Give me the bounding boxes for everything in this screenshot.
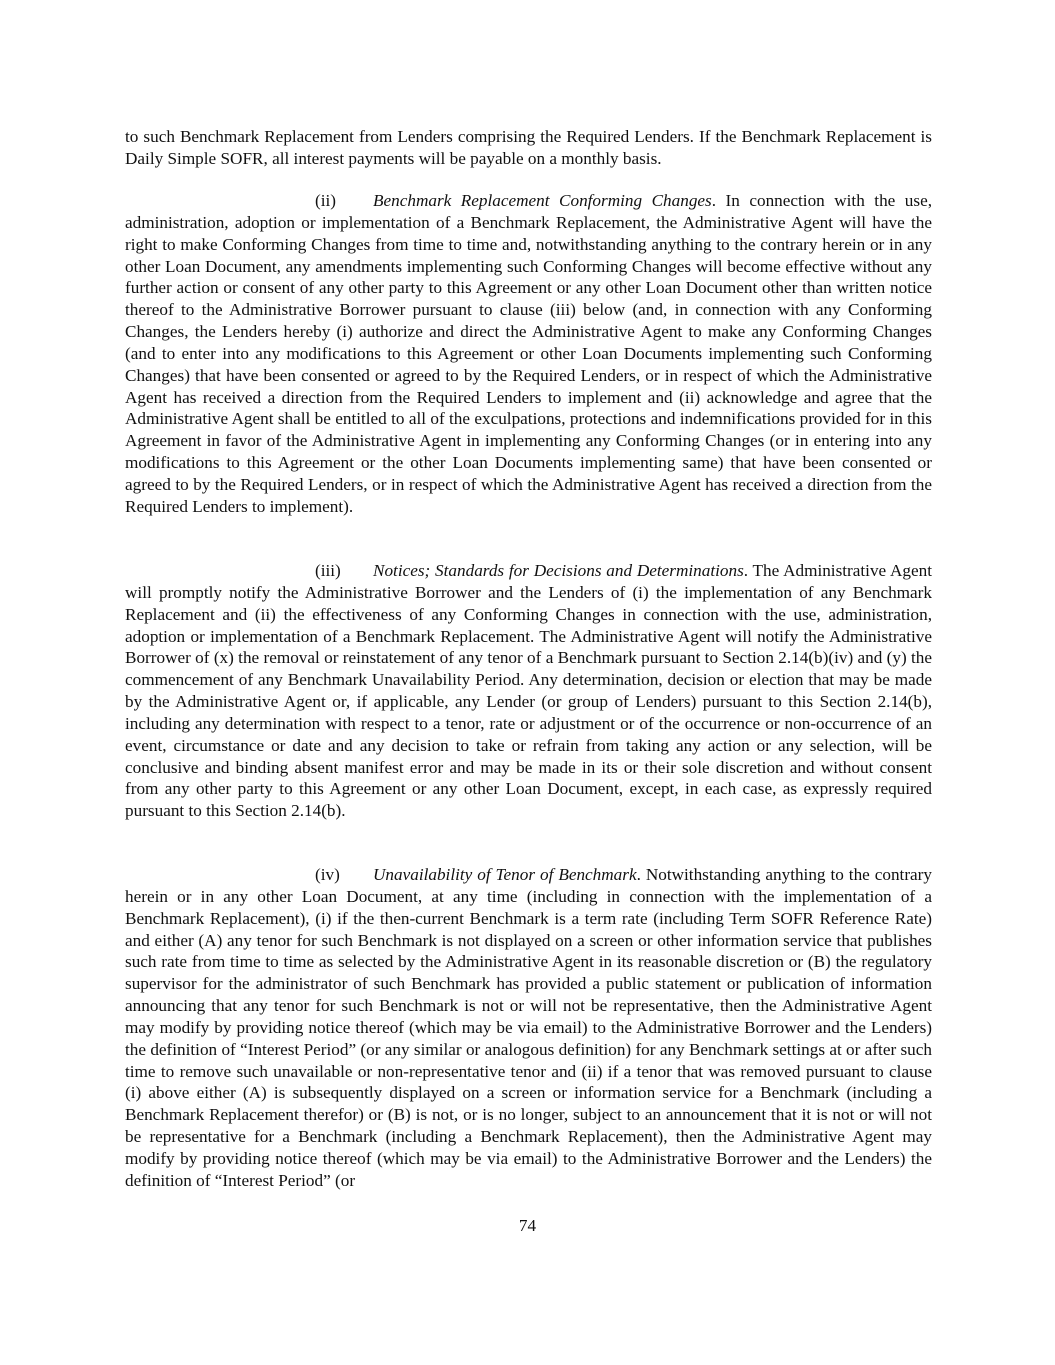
clause-ii-heading: Benchmark Replacement Conforming Changes	[373, 191, 712, 210]
page-number: 74	[518, 1216, 537, 1235]
paragraph-continuation	[125, 126, 932, 170]
clause-iv-number: (iv)	[315, 865, 340, 884]
clause-iii-heading: Notices; Standards for Decisions and Determinations	[373, 561, 744, 580]
clause-iv-body: . Notwithstanding anything to the contrary herein or in any other Loan Document, at any time (including in connection with the implementation of a Benchmark Replacement), (i) if the then-current Benchmark is a term rate (including Term SOFR Reference Rate) and either (A) any tenor for such Benchmark is not displayed on a screen or other information service that publishes such rate from time to time as selected by the Administrative Agent in its reasonable discretion or (B) the regulatory supervisor for the administrator of such Benchmark has provided a public statement or publication of information announcing that any tenor for such Benchmark is not or will not be representative, then the Administrative Agent may modify by providing notice thereof (which may be via email) to the Administrative Borrower and the Lenders) the definition of “Interest Period” (or any similar or analogous definition) for any Benchmark settings at or after such time to remove such unavailable or non-representative tenor and (ii) if a tenor that was removed pursuant to clause (i) above either (A) is subsequently displayed on a screen or information service for a Benchmark (including a Benchmark Replacement therefor) or (B) is not, or is no longer, subject to an announcement that it is not or will not be representative for a Benchmark (including a Benchmark Replacement), then the Administrative Agent may modify by providing notice thereof (which may be via email) to the Administrative Borrower and the Lenders) the definition of “Interest Period” (or	[125, 865, 933, 1190]
clause-iv-heading: Unavailability of Tenor of Benchmark	[373, 865, 637, 884]
clause-ii-body: . In connection with the use, administration, adoption or implementation of a Benchmark Replacement, the Administrative Agent will have the right to make Conforming Changes from time to time and, notwithstanding anything to the contrary herein or in any other Loan Document, any amendments implementing such Conforming Changes will become effective without any further action or consent of any other party to this Agreement or any other Loan Document other than written notice thereof to the Administrative Borrower pursuant to clause (iii) below (and, in connection with any Conforming Changes, the Lenders hereby (i) authorize and direct the Administrative Agent to make any Conforming Changes (and to enter into any modifications to this Agreement or other Loan Documents implementing such Conforming Changes) that have been consented or agreed to by the Required Lenders, or in respect of which the Administrative Agent has received a direction from the Required Lenders to implement and (ii) acknowledge and agree that the Administrative Agent shall be entitled to all of the exculpations, protections and indemnifications provided for in this Agreement in favor of the Administrative Agent in implementing any Conforming Changes (or in entering into any modifications to this Agreement or the other Loan Documents implementing same) that have been consented or agreed to by the Required Lenders, or in respect of which the Administrative Agent has received a direction from the Required Lenders to implement).	[125, 191, 932, 516]
paragraph-continuation-text: to such Benchmark Replacement from Lenders comprising the Required Lenders. If the Benchmark Replacement is Daily Simple SOFR, all interest payments will be payable on a monthly basis.	[125, 127, 932, 168]
clause-ii	[125, 190, 932, 518]
clause-iv	[125, 864, 932, 1192]
clause-iii	[125, 560, 932, 822]
clause-ii-number: (ii)	[315, 191, 336, 210]
clause-iii-body: . The Administrative Agent will promptly notify the Administrative Borrower and the Lenders of (i) the implementation of any Benchmark Replacement and (ii) the effectiveness of any Conforming Changes in connection with the use, administration, adoption or implementation of a Benchmark Replacement. The Administrative Agent will notify the Administrative Borrower of (x) the removal or reinstatement of any tenor of a Benchmark pursuant to Section 2.14(b)(iv) and (y) the commencement of any Benchmark Unavailability Period. Any determination, decision or election that may be made by the Administrative Agent or, if applicable, any Lender (or group of Lenders) pursuant to this Section 2.14(b), including any determination with respect to a tenor, rate or adjustment or of the occurrence or non-occurrence of an event, circumstance or date and any decision to take or refrain from taking any action or any selection, will be conclusive and binding absent manifest error and may be made in its or their sole discretion and without consent from any other party to this Agreement or any other Loan Document, except, in each case, as expressly required pursuant to this Section 2.14(b).	[125, 561, 932, 821]
clause-iii-number: (iii)	[315, 561, 341, 580]
